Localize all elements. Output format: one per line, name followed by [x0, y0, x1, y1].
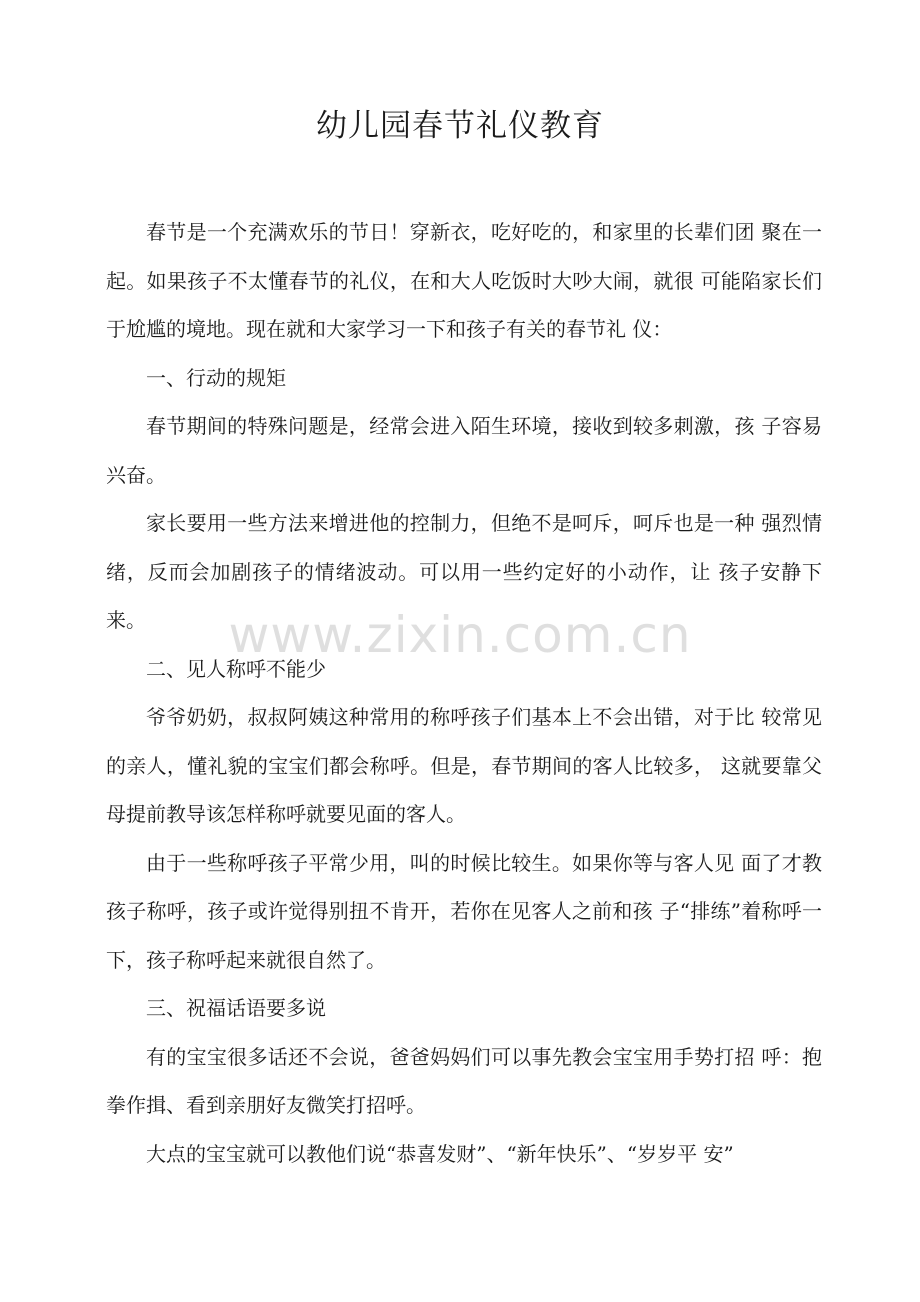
paragraph: 大点的宝宝就可以教他们说“恭喜发财”、“新年快乐”、“岁岁平 安” [146, 1141, 734, 1166]
section-heading-3: 三、祝福话语要多说 [146, 996, 326, 1020]
paragraph: 爷爷奶奶，叔叔阿姨这种常用的称呼孩子们基本上不会出错，对于比 较常见的亲人，懂礼貌的宝宝们都会称呼。但是，春节期间的客人比较多， 这就要靠父母提前教导该怎样称呼就要见面的客人。 [106, 705, 822, 826]
paragraph: 有的宝宝很多话还不会说，爸爸妈妈们可以事先教会宝宝用手势打招 呼：抱拳作揖、看到亲朋好友微笑打招呼。 [106, 1044, 822, 1117]
paragraph-intro: 春节是一个充满欢乐的节日！穿新衣，吃好吃的，和家里的长辈们团 聚在一起。如果孩子不太懂春节的礼仪，在和大人吃饭时大吵大闹，就很 可能陷家长们于尬尴的境地。现在就和大家学习一下和孩子有关的春节礼 仪： [106, 220, 822, 341]
document-body [106, 208, 822, 1178]
paragraph: 家长要用一些方法来增进他的控制力，但绝不是呵斥，呵斥也是一种 强烈情绪，反而会加剧孩子的情绪波动。可以用一些约定好的小动作，让 孩子安静下来。 [106, 511, 822, 632]
paragraph: 春节期间的特殊问题是，经常会进入陌生环境，接收到较多刺激，孩 子容易兴奋。 [106, 414, 822, 487]
paragraph: 由于一些称呼孩子平常少用，叫的时候比较生。如果你等与客人见 面了才教孩子称呼，孩子或许觉得别扭不肯开，若你在见客人之前和孩 子“排练”着称呼一下，孩子称呼起来就很自然了。 [106, 850, 822, 972]
section-heading-2: 二、见人称呼不能少 [146, 656, 326, 681]
section-heading-1: 一、行动的规矩 [146, 365, 286, 390]
document-title: 幼儿园春节礼仪教育 [316, 108, 604, 144]
watermark-text: www.zixin.com.cn [228, 606, 692, 664]
